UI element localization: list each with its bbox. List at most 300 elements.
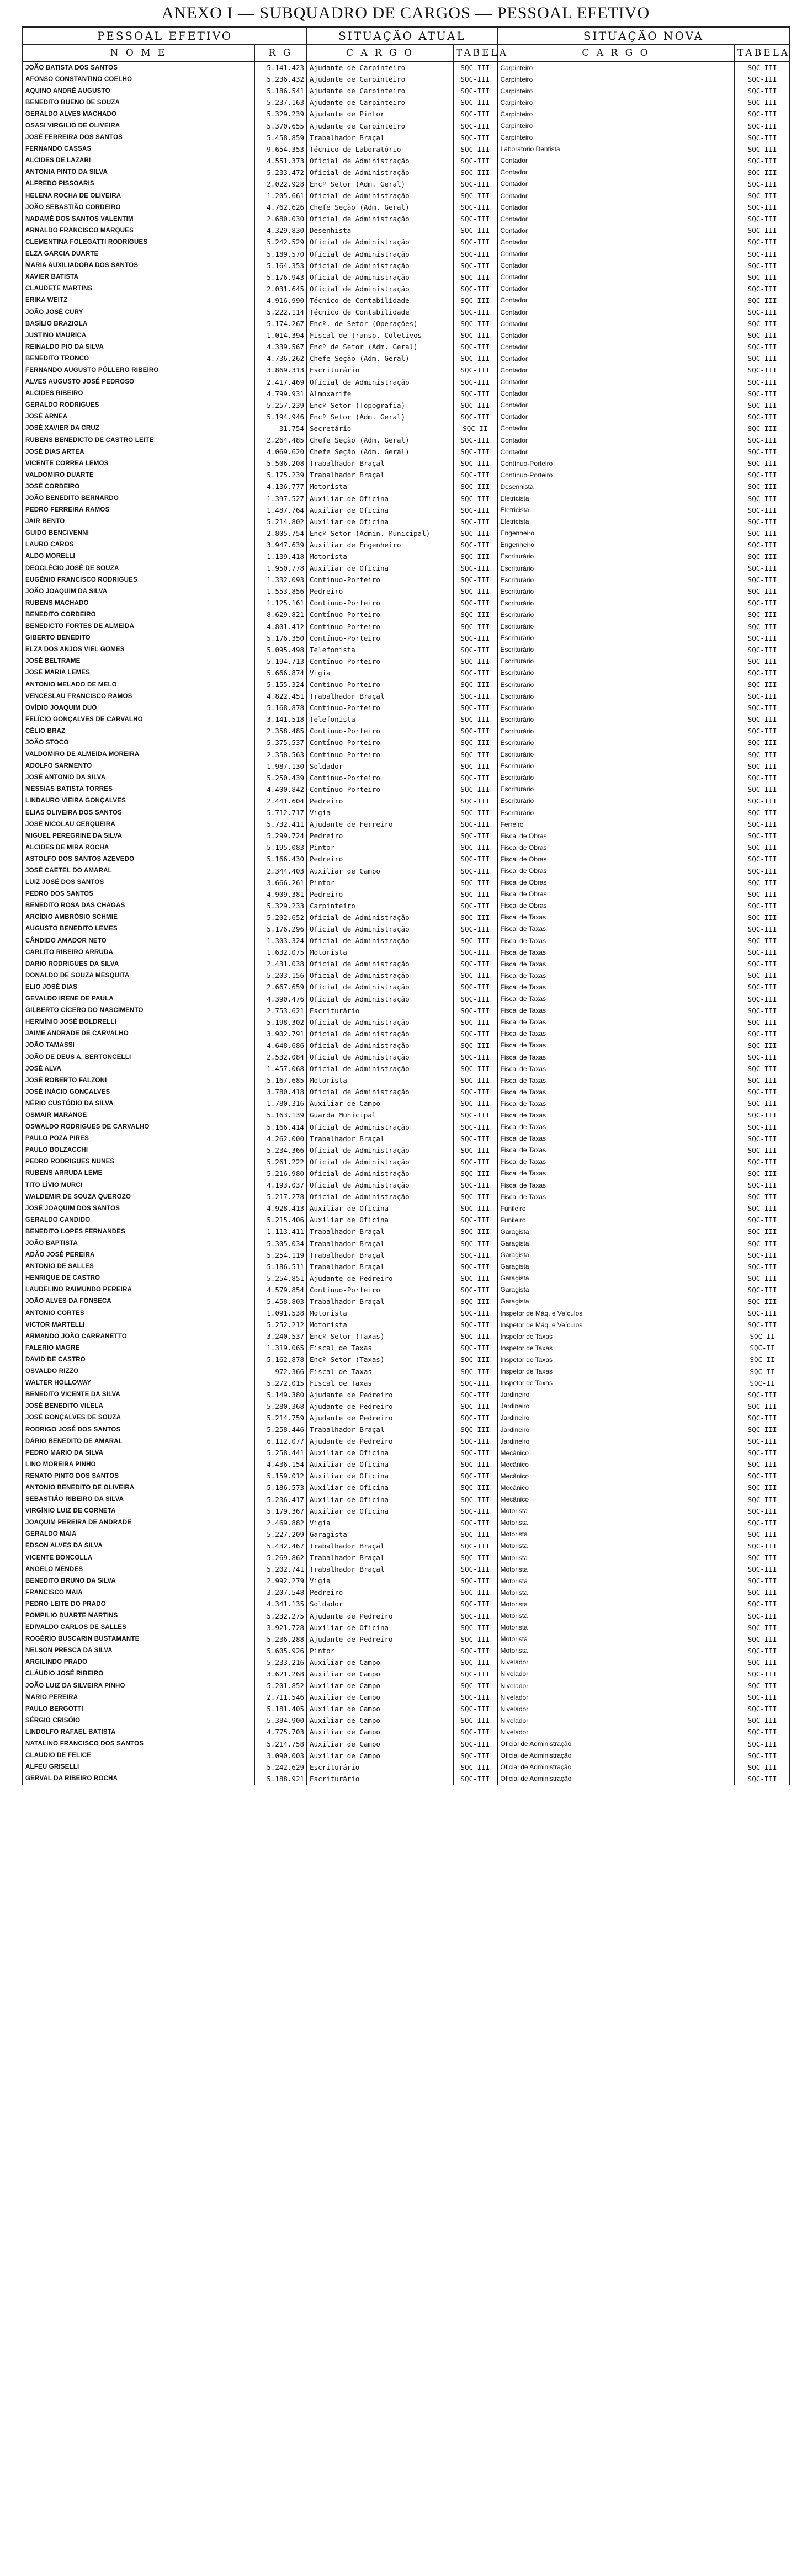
cell-nome: JOSÉ BELTRAME [23,656,254,667]
cell-cargo-atual: Encº Setor (Taxas) [307,1330,453,1342]
cell-cargo-novo: Escriturário [497,632,735,644]
cell-nome: JOÃO LUIZ DA SILVEIRA PINHO [23,1680,254,1691]
cell-nome: OSVALDO RIZZO [23,1366,254,1377]
cell-rg: 4.909.381 [254,888,307,900]
cell-nome: LINDAURO VIEIRA GONÇALVES [23,795,254,807]
table-row [23,597,790,609]
cell-rg: 9.654.353 [254,143,307,155]
col-header-tabela-nova: TABELA [735,45,790,61]
cell-cargo-novo: Oficial de Administração [497,1750,735,1761]
cell-tabela-atual: SQC-III [453,1063,497,1074]
cell-tabela-atual: SQC-III [453,760,497,772]
cell-tabela-nova: SQC-III [735,108,790,120]
cell-cargo-atual: Pedreiro [307,1587,453,1598]
cell-cargo-novo: Oficial de Administração [497,1773,735,1785]
table-row [23,1435,790,1447]
cell-rg: 8.629.821 [254,609,307,620]
cell-rg: 5.167.685 [254,1074,307,1086]
cell-nome: GERALDO CANDIDO [23,1214,254,1226]
table-row [23,1098,790,1109]
cell-tabela-nova: SQC-III [735,865,790,876]
cell-cargo-atual: Vigia [307,667,453,679]
cell-cargo-novo: Fiscal de Taxas [497,1121,735,1133]
cell-nome: ALCIDES DE MIRA ROCHA [23,842,254,853]
cell-tabela-nova: SQC-III [735,935,790,946]
table-row [23,120,790,131]
cell-cargo-atual: Auxiliar de Campo [307,1691,453,1703]
cell-cargo-atual: Pedreiro [307,853,453,865]
cell-cargo-novo: Jardineiro [497,1389,735,1401]
cell-tabela-atual: SQC-III [453,504,497,516]
table-row [23,201,790,213]
cell-cargo-novo: Mecânico [497,1482,735,1493]
cell-tabela-atual: SQC-III [453,1470,497,1482]
cell-cargo-novo: Garagista [497,1226,735,1237]
cell-nome: POMPILIO DUARTE MARTINS [23,1610,254,1621]
cell-tabela-nova: SQC-III [735,1086,790,1098]
cell-cargo-novo: Escriturário [497,714,735,725]
table-row [23,528,790,539]
cell-cargo-novo: Engenheiro [497,539,735,551]
cell-cargo-novo: Fiscal de Taxas [497,1051,735,1063]
table-row [23,1540,790,1552]
cell-nome: CLAUDETE MARTINS [23,283,254,295]
cell-cargo-novo: Inspetor de Taxas [497,1342,735,1354]
cell-tabela-atual: SQC-III [453,772,497,784]
cell-cargo-novo: Contador [497,213,735,225]
cell-rg: 5.176.943 [254,272,307,283]
table-row [23,1668,790,1680]
table-row [23,364,790,376]
cell-cargo-atual: Oficial de Administração [307,981,453,993]
cell-cargo-novo: Motorista [497,1610,735,1621]
cell-rg: 4.341.135 [254,1598,307,1610]
cell-cargo-atual: Guarda Municipal [307,1109,453,1121]
cell-cargo-atual: Auxiliar de Campo [307,1680,453,1691]
cell-nome: JOSÉ MARIA LEMES [23,667,254,679]
cell-cargo-atual: Auxiliar de Campo [307,1703,453,1715]
cell-tabela-nova: SQC-III [735,504,790,516]
cell-cargo-atual: Motorista [307,481,453,492]
cell-tabela-nova: SQC-III [735,1401,790,1412]
cell-nome: GERALDO ALVES MACHADO [23,108,254,120]
cell-cargo-novo: Fiscal de Taxas [497,1086,735,1098]
table-row [23,1587,790,1598]
table-row [23,400,790,411]
cell-cargo-novo: Garagista [497,1284,735,1296]
cell-nome: JOSÉ CORDEIRO [23,481,254,492]
cell-tabela-atual: SQC-III [453,725,497,737]
cell-nome: DARIO RODRIGUES DA SILVA [23,958,254,970]
cell-tabela-atual: SQC-III [453,108,497,120]
table-row [23,772,790,784]
cell-tabela-nova: SQC-III [735,551,790,562]
cell-nome: FELÍCIO GONÇALVES DE CARVALHO [23,714,254,725]
cell-nome: JOÃO JOSÉ CURY [23,306,254,318]
table-row [23,1563,790,1575]
cell-cargo-atual: Fiscal de Taxas [307,1342,453,1354]
cell-nome: SEBASTIÃO RIBEIRO DA SILVA [23,1494,254,1505]
cell-cargo-novo: Fiscal de Taxas [497,923,735,935]
cell-cargo-novo: Escriturário [497,737,735,748]
table-row [23,341,790,353]
table-row [23,1121,790,1133]
cell-rg: 5.384.900 [254,1715,307,1726]
cell-nome: DÁRIO BENEDITO DE AMARAL [23,1435,254,1447]
cell-cargo-novo: Fiscal de Taxas [497,958,735,970]
cell-nome: GERALDO RODRIGUES [23,400,254,411]
cell-tabela-atual: SQC-III [453,1610,497,1621]
table-row [23,970,790,981]
table-row [23,108,790,120]
cell-cargo-atual: Auxiliar de Oficina [307,562,453,574]
table-row [23,865,790,876]
cell-cargo-atual: Oficial de Administração [307,213,453,225]
cell-cargo-novo: Contínuo-Porteiro [497,469,735,481]
cell-tabela-nova: SQC-III [735,1296,790,1307]
cell-rg: 5.216.980 [254,1168,307,1179]
cell-cargo-novo: Contador [497,434,735,446]
cell-cargo-atual: Fiscal de Transp. Coletivos [307,329,453,341]
cell-cargo-atual: Oficial de Administração [307,1191,453,1202]
cell-cargo-novo: Fiscal de Taxas [497,970,735,981]
table-row [23,702,790,714]
cell-tabela-nova: SQC-III [735,1529,790,1540]
cell-cargo-atual: Ajudante de Pedreiro [307,1401,453,1412]
cell-cargo-atual: Ajudante de Pedreiro [307,1389,453,1401]
cell-nome: BASÍLIO BRAZIOLA [23,318,254,329]
table-row [23,1738,790,1750]
table-row [23,85,790,97]
cell-cargo-atual: Oficial de Administração [307,912,453,923]
cell-cargo-atual: Auxiliar de Oficina [307,516,453,528]
cell-nome: JAIME ANDRADE DE CARVALHO [23,1028,254,1040]
cell-tabela-nova: SQC-III [735,632,790,644]
cell-rg: 4.329.830 [254,225,307,236]
cell-tabela-atual: SQC-III [453,1237,497,1249]
cell-cargo-atual: Ajudante de Carpinteiro [307,73,453,85]
table-row [23,492,790,504]
cell-cargo-novo: Fiscal de Taxas [497,1191,735,1202]
cell-tabela-atual: SQC-III [453,1761,497,1773]
cell-nome: OSMAIR MARANGE [23,1109,254,1121]
cell-cargo-atual: Oficial de Administração [307,1063,453,1074]
cell-cargo-novo: Contador [497,423,735,434]
cell-rg: 5.506.208 [254,457,307,469]
cell-cargo-atual: Contínuo-Porteiro [307,574,453,586]
table-row [23,795,790,807]
cell-cargo-novo: Contador [497,295,735,306]
cell-nome: ALFREDO PISSOARIS [23,178,254,190]
cell-tabela-atual: SQC-III [453,481,497,492]
cell-nome: JOÃO SEBASTIÃO CORDEIRO [23,201,254,213]
cell-rg: 5.176.296 [254,923,307,935]
cell-rg: 5.176.350 [254,632,307,644]
cell-tabela-atual: SQC-III [453,1680,497,1691]
cell-rg: 4.193.037 [254,1179,307,1191]
cell-cargo-novo: Motorista [497,1633,735,1645]
cell-tabela-nova: SQC-III [735,1540,790,1552]
cell-tabela-nova: SQC-III [735,702,790,714]
cell-tabela-atual: SQC-III [453,434,497,446]
cell-cargo-atual: Oficial de Administração [307,190,453,201]
cell-cargo-atual: Oficial de Administração [307,272,453,283]
table-row [23,1494,790,1505]
cell-tabela-atual: SQC-III [453,609,497,620]
cell-rg: 2.805.754 [254,528,307,539]
cell-cargo-atual: Auxiliar de Campo [307,1657,453,1668]
cell-cargo-novo: Nivelador [497,1668,735,1680]
table-row [23,621,790,632]
cell-cargo-atual: Oficial de Administração [307,1145,453,1156]
cell-rg: 972.366 [254,1366,307,1377]
cell-nome: DAVID DE CASTRO [23,1354,254,1365]
cell-rg: 31.754 [254,423,307,434]
cell-rg: 4.775.703 [254,1726,307,1738]
cell-nome: JOSÉ ROBERTO FALZONI [23,1074,254,1086]
table-row [23,737,790,748]
cell-rg: 3.921.728 [254,1622,307,1633]
cell-cargo-novo: Carpinteiro [497,97,735,108]
cell-rg: 1.457.068 [254,1063,307,1074]
cell-cargo-novo: Engenheiro [497,528,735,539]
cell-rg: 1.632.075 [254,946,307,958]
cell-cargo-novo: Nivelador [497,1691,735,1703]
cell-rg: 2.417.469 [254,376,307,388]
cell-tabela-atual: SQC-III [453,912,497,923]
cell-tabela-atual: SQC-III [453,574,497,586]
cell-rg: 5.202.741 [254,1563,307,1575]
table-row [23,213,790,225]
table-row [23,388,790,400]
cell-tabela-nova: SQC-III [735,1517,790,1529]
table-row [23,574,790,586]
cell-tabela-atual: SQC-III [453,492,497,504]
cell-tabela-nova: SQC-III [735,1226,790,1237]
cell-rg: 5.269.862 [254,1552,307,1563]
cell-tabela-atual: SQC-III [453,1168,497,1179]
cell-cargo-novo: Mecânico [497,1494,735,1505]
cell-tabela-nova: SQC-III [735,621,790,632]
cell-cargo-atual: Auxiliar de Oficina [307,1482,453,1493]
cell-tabela-atual: SQC-III [453,1494,497,1505]
cell-tabela-nova: SQC-III [735,656,790,667]
cell-nome: JOÃO JOAQUIM DA SILVA [23,586,254,597]
cell-nome: ELZA GARCIA DUARTE [23,248,254,260]
cell-cargo-atual: Oficial de Administração [307,1040,453,1051]
cell-cargo-atual: Almoxarife [307,388,453,400]
cell-cargo-atual: Contínuo-Porteiro [307,749,453,760]
cell-tabela-atual: SQC-III [453,446,497,457]
cell-rg: 2.753.621 [254,1005,307,1016]
cell-cargo-atual: Oficial de Administração [307,236,453,248]
cell-tabela-nova: SQC-III [735,353,790,364]
cell-cargo-novo: Contador [497,388,735,400]
cell-tabela-nova: SQC-III [735,877,790,888]
cell-tabela-nova: SQC-III [735,423,790,434]
cell-nome: VENCESLAU FRANCISCO RAMOS [23,690,254,702]
cell-tabela-atual: SQC-III [453,923,497,935]
cell-tabela-atual: SQC-III [453,1226,497,1237]
cell-rg: 2.711.546 [254,1691,307,1703]
cell-cargo-novo: Fiscal de Taxas [497,912,735,923]
cell-tabela-nova: SQC-III [735,853,790,865]
cell-cargo-novo: Escriturário [497,667,735,679]
cell-nome: GILBERTO CÍCERO DO NASCIMENTO [23,1005,254,1016]
cell-nome: ADÃO JOSÉ PEREIRA [23,1249,254,1261]
cell-tabela-atual: SQC-III [453,388,497,400]
cell-rg: 4.762.626 [254,201,307,213]
cell-nome: JOSÉ ALVA [23,1063,254,1074]
cell-nome: BENEDITO LOPES FERNANDES [23,1226,254,1237]
cell-nome: WALDEMIR DE SOUZA QUEROZO [23,1191,254,1202]
cell-tabela-nova: SQC-III [735,1145,790,1156]
cell-nome: ELIAS OLIVEIRA DOS SANTOS [23,807,254,818]
cell-nome: JOÃO BENEDITO BERNARDO [23,492,254,504]
cell-nome: ELZA DOS ANJOS VIEL GOMES [23,644,254,656]
cell-nome: LINDOLFO RAFAEL BATISTA [23,1726,254,1738]
table-row [23,1214,790,1226]
cell-cargo-atual: Contínuo-Porteiro [307,621,453,632]
cell-tabela-atual: SQC-III [453,1319,497,1330]
cell-rg: 5.242.529 [254,236,307,248]
cell-rg: 1.014.394 [254,329,307,341]
table-row [23,912,790,923]
cell-cargo-atual: Escriturário [307,364,453,376]
cell-tabela-nova: SQC-III [735,236,790,248]
cell-cargo-atual: Trabalhador Braçal [307,1540,453,1552]
cell-tabela-nova: SQC-III [735,760,790,772]
cell-tabela-atual: SQC-III [453,272,497,283]
col-header-cargo-atual: C A R G O [307,45,453,61]
cell-rg: 2.358.485 [254,725,307,737]
cell-cargo-novo: Jardineiro [497,1435,735,1447]
cell-tabela-nova: SQC-III [735,586,790,597]
table-row [23,190,790,201]
cell-cargo-atual: Encº Setor (Taxas) [307,1354,453,1365]
cell-tabela-atual: SQC-III [453,318,497,329]
table-row [23,749,790,760]
cell-cargo-novo: Motorista [497,1505,735,1517]
cell-nome: JOSÉ GONÇALVES DE SOUZA [23,1412,254,1424]
cell-rg: 1.987.130 [254,760,307,772]
cell-tabela-nova: SQC-III [735,201,790,213]
table-row [23,1366,790,1377]
cell-nome: AUGUSTO BENEDITO LEMES [23,923,254,935]
cell-cargo-atual: Oficial de Administração [307,1168,453,1179]
cell-rg: 5.234.366 [254,1145,307,1156]
cell-tabela-atual: SQC-III [453,1622,497,1633]
cell-tabela-nova: SQC-III [735,1389,790,1401]
cell-nome: NÉRIO CUSTÓDIO DA SILVA [23,1098,254,1109]
cell-tabela-nova: SQC-III [735,1470,790,1482]
table-row [23,1342,790,1354]
cell-rg: 5.214.802 [254,516,307,528]
cell-cargo-novo: Laboratório Dentista [497,143,735,155]
col-header-rg: R G [254,45,307,61]
cell-cargo-atual: Escriturário [307,1761,453,1773]
cell-cargo-atual: Escriturário [307,1773,453,1785]
cell-rg: 5.215.406 [254,1214,307,1226]
cell-tabela-atual: SQC-III [453,178,497,190]
cell-rg: 4.069.620 [254,446,307,457]
cell-nome: JOÃO DE DEUS A. BERTONCELLI [23,1051,254,1063]
cell-tabela-atual: SQC-III [453,1145,497,1156]
table-row [23,1273,790,1284]
table-row [23,481,790,492]
cell-cargo-novo: Escriturário [497,586,735,597]
cell-tabela-nova: SQC-III [735,1459,790,1470]
col-header-nome: N O M E [23,45,254,61]
cell-rg: 5.458.859 [254,132,307,143]
cell-rg: 5.254.119 [254,1249,307,1261]
cell-rg: 5.214.759 [254,1412,307,1424]
cell-tabela-nova: SQC-III [735,1657,790,1668]
cell-cargo-novo: Contador [497,283,735,295]
cell-rg: 1.113.411 [254,1226,307,1237]
cell-rg: 5.299.724 [254,830,307,842]
cell-nome: ANTONIO BENEDITO DE OLIVEIRA [23,1482,254,1493]
cell-rg: 3.947.639 [254,539,307,551]
cell-cargo-atual: Oficial de Administração [307,260,453,272]
cell-nome: BENEDITO BRUNO DA SILVA [23,1575,254,1587]
cell-cargo-novo: Nivelador [497,1715,735,1726]
cell-cargo-atual: Soldador [307,1598,453,1610]
cell-cargo-atual: Ajudante de Pedreiro [307,1412,453,1424]
cell-tabela-nova: SQC-III [735,1738,790,1750]
cell-nome: LUIZ JOSÉ DOS SANTOS [23,877,254,888]
cell-cargo-atual: Pintor [307,842,453,853]
cell-tabela-atual: SQC-III [453,1307,497,1319]
cell-tabela-atual: SQC-III [453,1505,497,1517]
cell-nome: PAULO BOLZACCHI [23,1145,254,1156]
cell-cargo-novo: Fiscal de Taxas [497,981,735,993]
table-row [23,807,790,818]
cell-cargo-novo: Carpinteiro [497,85,735,97]
cell-cargo-atual: Pedreiro [307,830,453,842]
cell-tabela-atual: SQC-III [453,1133,497,1145]
table-row [23,539,790,551]
cell-tabela-atual: SQC-III [453,167,497,178]
cell-tabela-nova: SQC-III [735,1622,790,1633]
cell-tabela-atual: SQC-III [453,1447,497,1459]
cell-tabela-nova: SQC-III [735,749,790,760]
cell-cargo-atual: Secretário [307,423,453,434]
cell-tabela-nova: SQC-III [735,178,790,190]
cell-cargo-atual: Vigia [307,1517,453,1529]
cell-nome: PAULO BERGOTTI [23,1703,254,1715]
cell-cargo-novo: Fiscal de Taxas [497,1109,735,1121]
page-title: ANEXO I — SUBQUADRO DE CARGOS — PESSOAL EFETIVO [161,4,650,22]
cell-cargo-atual: Fiscal de Taxas [307,1377,453,1389]
cell-nome: ALFEU GRISELLI [23,1761,254,1773]
cell-tabela-nova: SQC-III [735,155,790,167]
cell-tabela-atual: SQC-III [453,1202,497,1214]
table-row [23,1575,790,1587]
cell-tabela-nova: SQC-III [735,1552,790,1563]
cell-cargo-atual: Encº Setor (Admin. Municipal) [307,528,453,539]
cell-cargo-novo: Mecânico [497,1459,735,1470]
table-row [23,446,790,457]
cell-cargo-atual: Ajudante de Carpinteiro [307,97,453,108]
table-row [23,830,790,842]
cell-cargo-atual: Telefonista [307,714,453,725]
cell-tabela-atual: SQC-III [453,1726,497,1738]
cell-tabela-atual: SQC-III [453,1179,497,1191]
cell-nome: DEOCLÉCIO JOSÉ DE SOUZA [23,562,254,574]
table-row [23,1703,790,1715]
cell-nome: ARMANDO JOÃO CARRANETTO [23,1330,254,1342]
